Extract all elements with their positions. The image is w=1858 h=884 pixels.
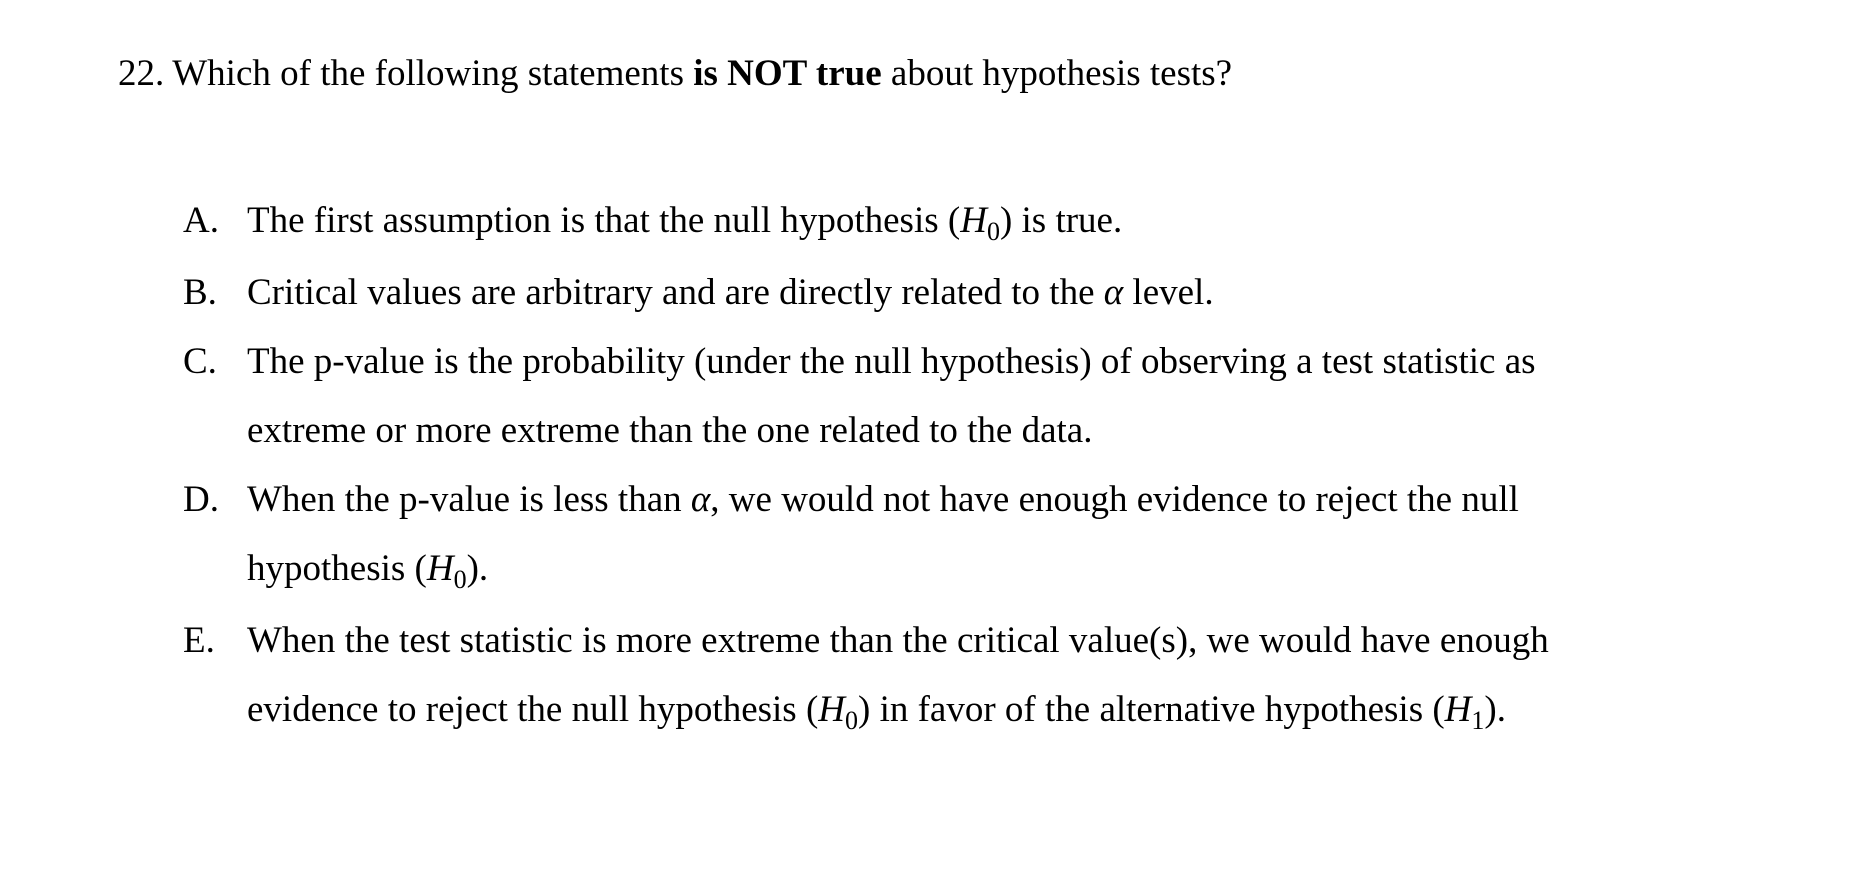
answer-options: [183, 186, 1783, 747]
option-a-text: The first assumption is that the null hypothesis $(H_0)$ is true.: [247, 200, 1123, 246]
option-letter: A.: [183, 200, 219, 241]
option-letter: D.: [183, 479, 219, 520]
math-h: H: [426, 548, 454, 589]
question-stem: [118, 50, 1232, 98]
option-b[interactable]: [183, 258, 1783, 327]
question-emphasis: is NOT true: [693, 53, 882, 94]
math-subscript: 0: [845, 706, 858, 735]
option-letter: B.: [183, 272, 217, 313]
option-c[interactable]: [183, 327, 1783, 465]
option-d-line-2: hypothesis $(H_0)$.: [247, 548, 489, 594]
math-h: H: [960, 200, 987, 241]
question-text-after: about hypothesis tests?: [890, 53, 1233, 94]
option-e[interactable]: [183, 606, 1783, 747]
option-c-line-2: extreme or more extreme than the one related to the data.: [247, 410, 1093, 451]
math-subscript: 1: [1471, 706, 1485, 735]
option-letter: C.: [183, 341, 217, 382]
question-number: 22.: [118, 53, 165, 94]
option-e-line-2: evidence to reject the null hypothesis $(H_0)$ in favor of the alternative hypothesis $(H_1)$.: [247, 689, 1506, 735]
option-b-text: Critical values are arbitrary and are directly related to the α level.: [247, 272, 1214, 313]
math-alpha: α: [690, 479, 711, 520]
math-h: H: [818, 689, 845, 730]
option-letter: E.: [183, 620, 215, 661]
math-subscript: 0: [986, 217, 1000, 246]
option-e-line-1: When the test statistic is more extreme than the critical value(s), we would have enough: [247, 620, 1549, 661]
option-c-line-1: The p-value is the probability (under the null hypothesis) of observing a test statistic as: [247, 341, 1536, 382]
math-subscript: 0: [453, 565, 467, 594]
math-h: H: [1444, 689, 1472, 730]
option-a[interactable]: [183, 186, 1783, 258]
question-text-before: Which of the following statements: [172, 53, 684, 94]
option-d-line-1: When the p-value is less than α, we would not have enough evidence to reject the null: [247, 479, 1519, 520]
option-d[interactable]: [183, 465, 1783, 606]
math-alpha: α: [1103, 272, 1124, 313]
